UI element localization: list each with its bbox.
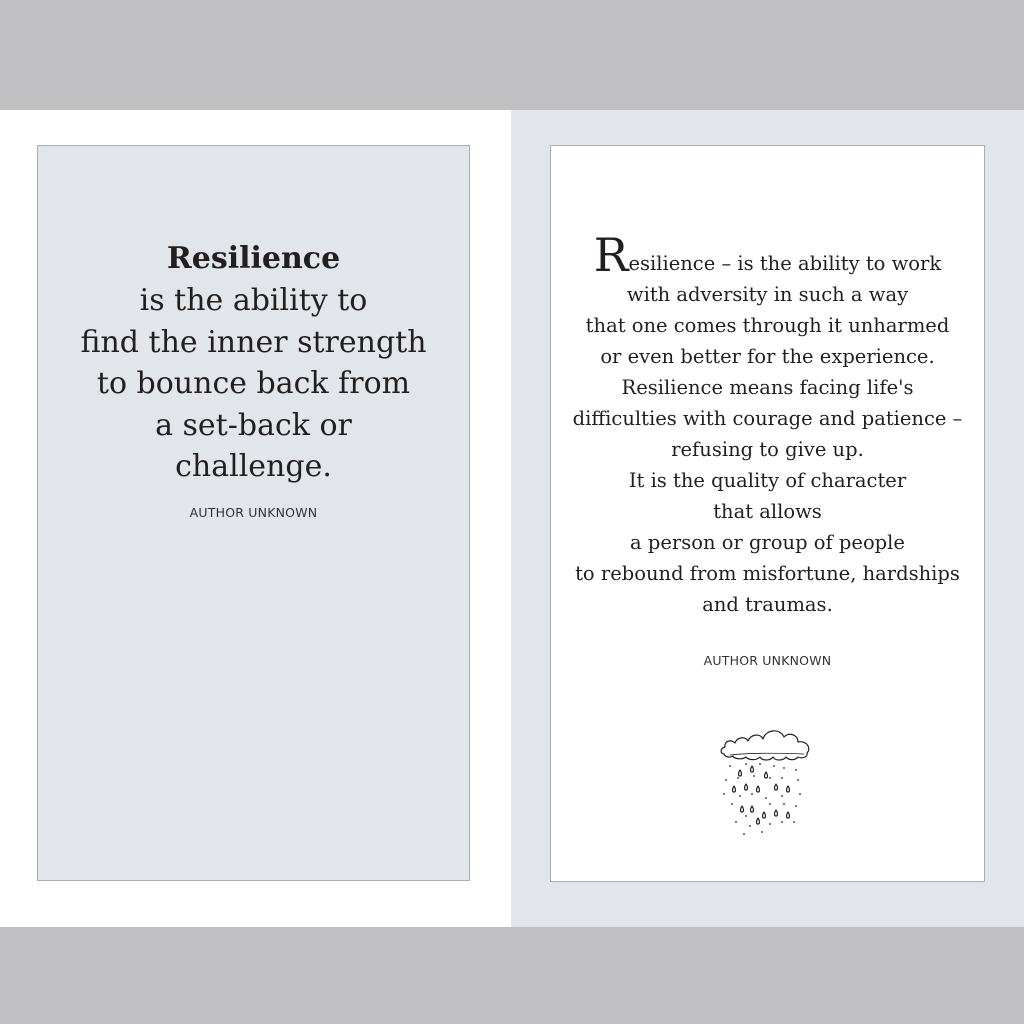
rain-cloud-icon — [718, 726, 818, 846]
quote-line: Resilience means facing life's — [621, 376, 914, 399]
quote-line: refusing to give up. — [671, 438, 864, 461]
quote-line: is the ability to — [139, 283, 368, 318]
quote-line: that one comes through it unharmed — [585, 314, 950, 337]
quote-line: It is the quality of character — [628, 469, 907, 492]
drop-cap: R — [593, 228, 629, 282]
quote-line: difficulties with courage and patience – — [572, 407, 963, 430]
right-quote — [551, 228, 984, 620]
quote-line: a person or group of people — [630, 531, 905, 554]
right-quote-card — [550, 145, 985, 882]
quote-line: that allows — [713, 500, 822, 523]
quote-author: AUTHOR UNKNOWN — [189, 505, 318, 520]
quote-line: or even better for the experience. — [600, 345, 935, 368]
quote-line: and traumas. — [702, 593, 833, 616]
left-quote-card — [37, 145, 470, 881]
quote-line: with adversity in such a way — [626, 283, 909, 306]
quote-line: a set-back or — [155, 407, 352, 443]
quote-first-line — [551, 228, 984, 282]
quote-line: challenge. — [175, 449, 332, 484]
quote-line: find the inner strength — [80, 324, 427, 360]
quote-line: to rebound from misfortune, hardships — [575, 562, 960, 585]
quote-title: Resilience — [166, 241, 341, 276]
left-quote — [38, 238, 469, 488]
quote-line: to bounce back from — [96, 366, 411, 401]
quote-author: AUTHOR UNKNOWN — [703, 653, 832, 668]
quote-line: esilience – is the ability to work — [628, 252, 942, 275]
